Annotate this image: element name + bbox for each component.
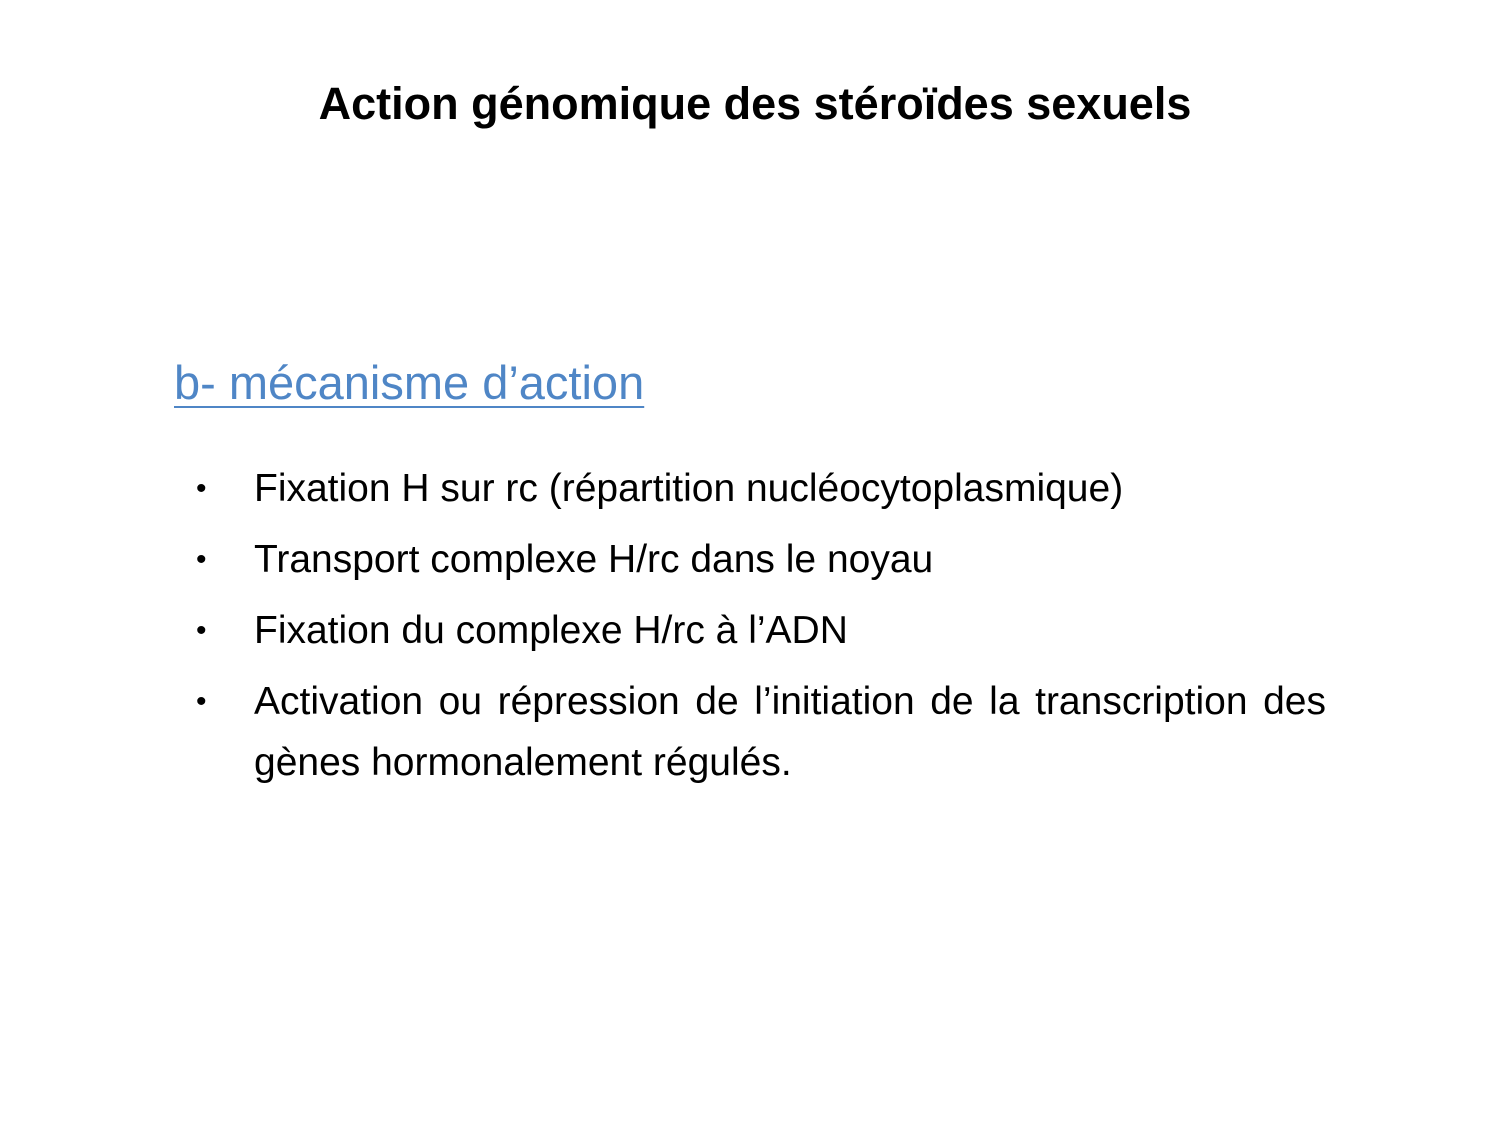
bullet-icon: • bbox=[196, 543, 207, 576]
bullet-icon: • bbox=[196, 614, 207, 647]
bullet-text: Fixation du complexe H/rc à l’ADN bbox=[254, 609, 848, 652]
bullet-text: Transport complexe H/rc dans le noyau bbox=[254, 538, 934, 581]
slide-title: Action génomique des stéroïdes sexuels bbox=[318, 78, 1192, 129]
bullet-icon: • bbox=[196, 472, 207, 505]
bullet-text: Activation ou répression de l’initiation de la transcription des gènes hormonalement régulés. bbox=[254, 680, 1326, 784]
section-subheading: b- mécanisme d’action bbox=[174, 356, 645, 409]
bullet-item bbox=[190, 458, 1326, 519]
bullet-list bbox=[190, 458, 1326, 803]
bullet-item bbox=[190, 600, 1326, 661]
bullet-icon: • bbox=[196, 685, 207, 718]
bullet-item bbox=[190, 671, 1326, 793]
bullet-item bbox=[190, 529, 1326, 590]
bullet-text: Fixation H sur rc (répartition nucléocytoplasmique) bbox=[254, 467, 1124, 510]
